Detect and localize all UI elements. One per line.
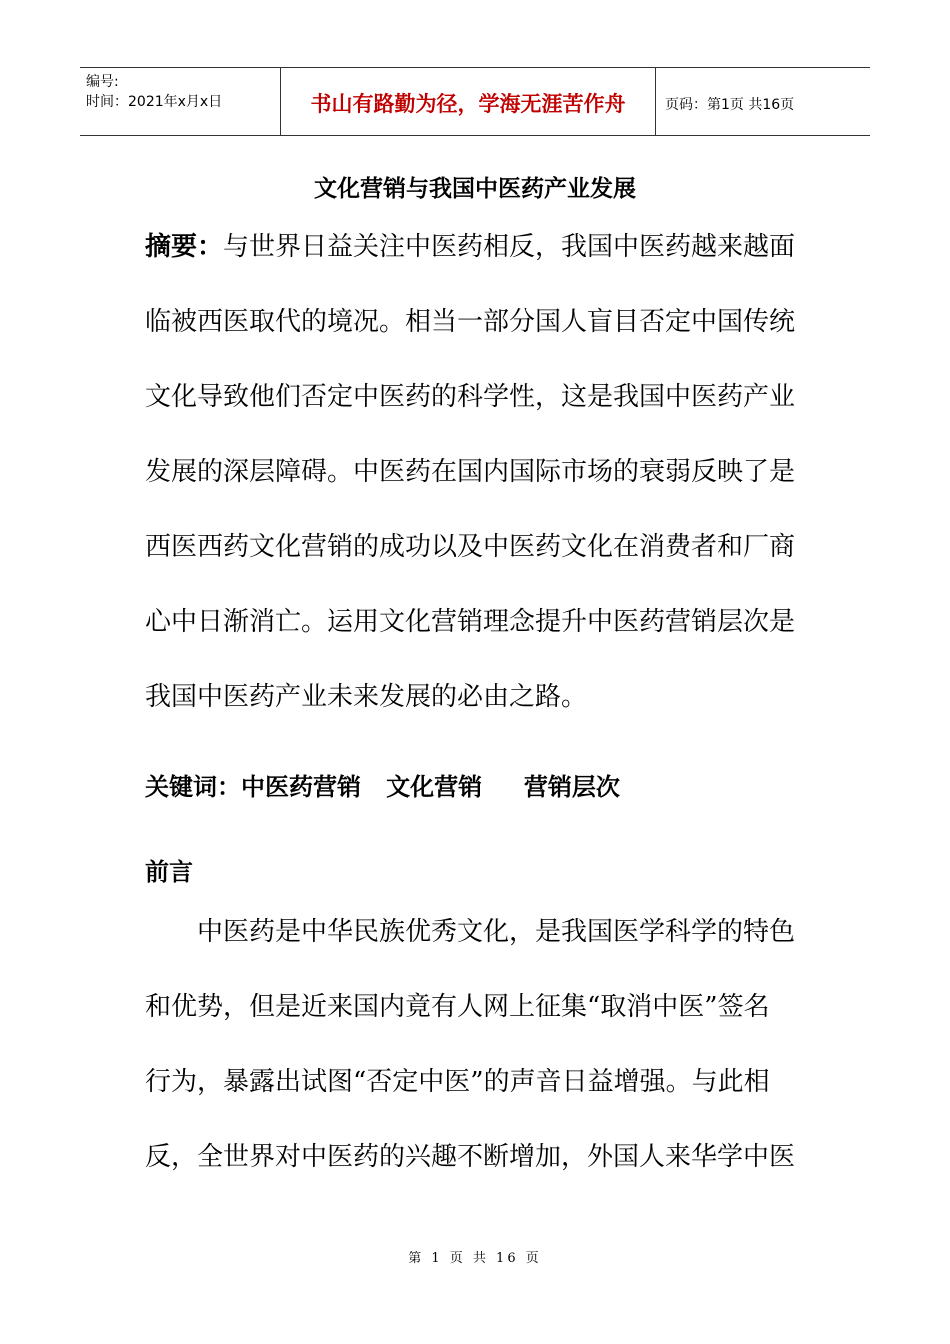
preface-line: 中医药是中华民族优秀文化，是我国医学科学的特色 xyxy=(145,917,796,947)
abstract-line: 我国中医药产业未来发展的必由之路。 xyxy=(145,682,588,712)
abstract-line: 发展的深层障碍。中医药在国内国际市场的衰弱反映了是 xyxy=(145,457,796,487)
document-title: 文化营销与我国中医药产业发展 xyxy=(314,176,636,202)
preface-line: 反，全世界对中医药的兴趣不断增加，外国人来华学中医 xyxy=(145,1142,796,1172)
page-footer: 第 1 页 共 16 页 xyxy=(408,1251,542,1266)
header-bottom-rule xyxy=(80,135,870,136)
preface-paragraph xyxy=(145,895,796,1195)
header-date: 时间：2021年x月x日 xyxy=(86,94,223,110)
keywords-line: 关键词：中医药营销 文化营销 营销层次 xyxy=(145,773,620,801)
preface-line: 和优势，但是近来国内竟有人网上征集“取消中医”签名 xyxy=(145,992,770,1022)
header-meta xyxy=(86,72,222,112)
abstract-line: 西医西药文化营销的成功以及中医药文化在消费者和厂商 xyxy=(145,532,796,562)
abstract-line: 临被西医取代的境况。相当一部分国人盲目否定中国传统 xyxy=(145,307,796,337)
abstract-paragraph xyxy=(145,210,796,735)
abstract-line: 文化导致他们否定中医药的科学性，这是我国中医药产业 xyxy=(145,382,796,412)
preface-heading: 前言 xyxy=(145,858,193,886)
header-number-label: 编号: xyxy=(86,74,119,90)
header-divider-right xyxy=(655,67,656,135)
abstract-line: 摘要：与世界日益关注中医药相反，我国中医药越来越面 xyxy=(145,232,796,262)
abstract-label: 摘要： xyxy=(145,232,224,262)
header-divider-left xyxy=(280,67,281,135)
abstract-line: 心中日渐消亡。运用文化营销理念提升中医药营销层次是 xyxy=(145,607,796,637)
preface-line: 行为，暴露出试图“否定中医”的声音日益增强。与此相 xyxy=(145,1067,770,1097)
header-page-info: 页码：第1页 共16页 xyxy=(665,97,795,113)
header-top-rule xyxy=(80,67,870,68)
header-motto: 书山有路勤为径，学海无涯苦作舟 xyxy=(310,92,626,116)
